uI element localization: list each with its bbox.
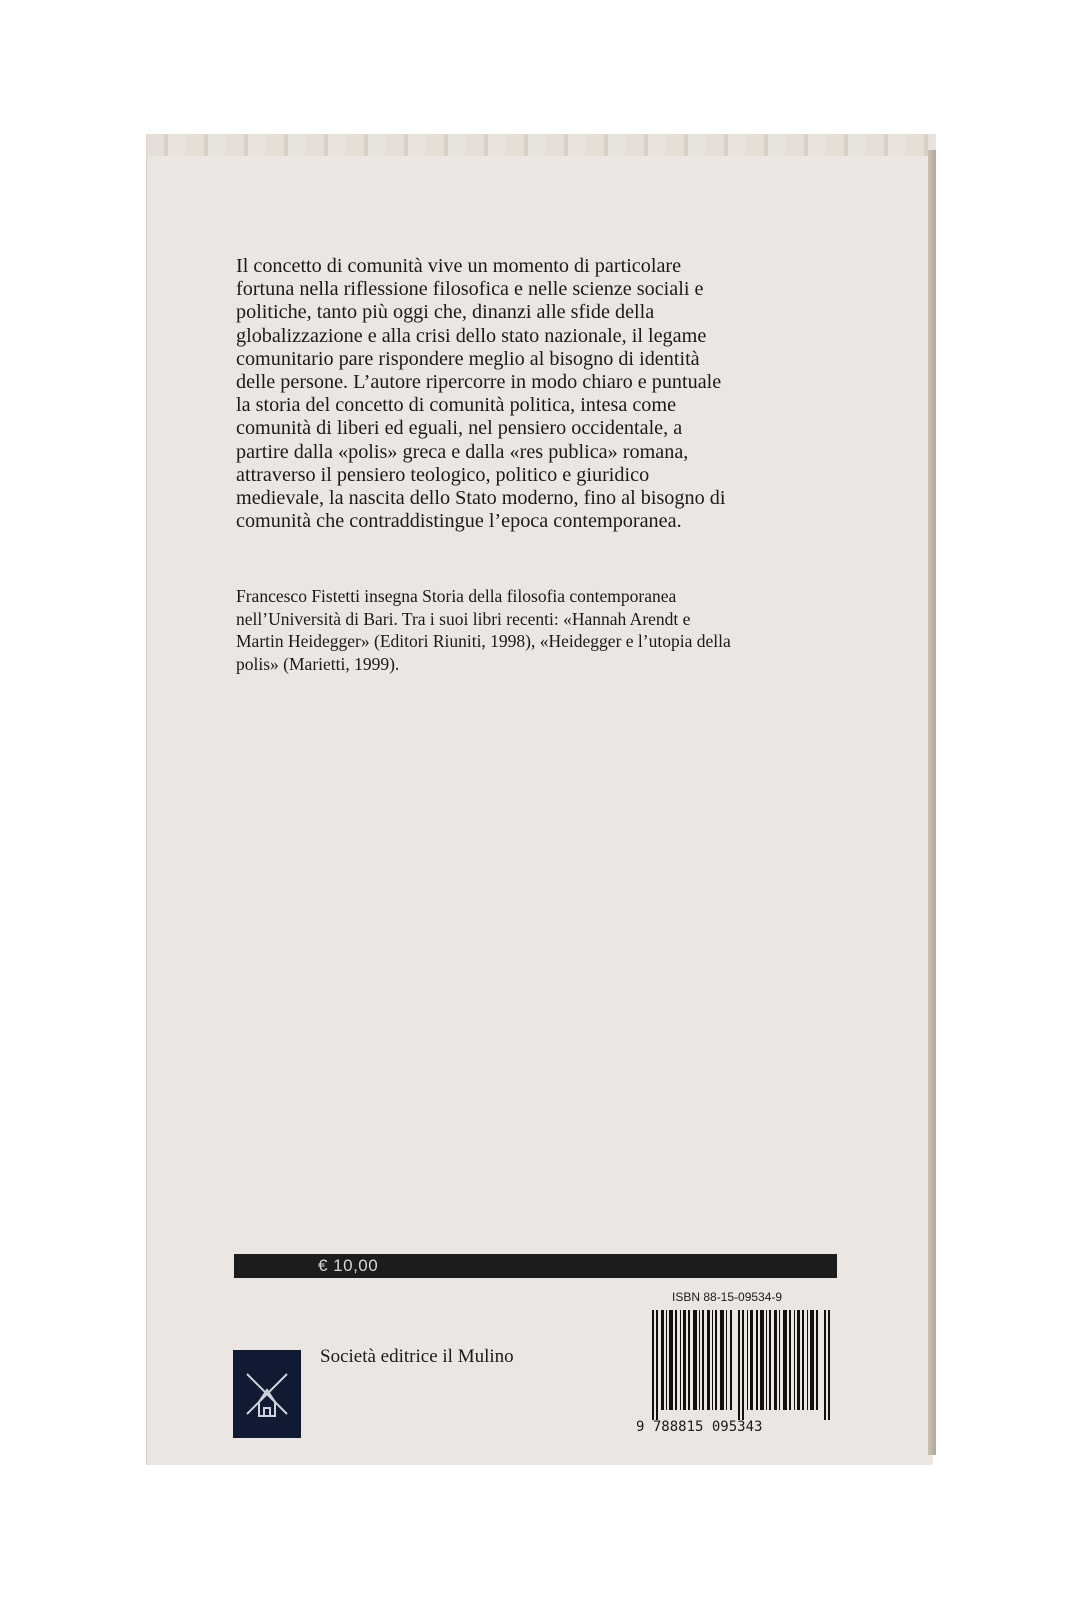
barcode-digits: 9 788815 095343 — [636, 1419, 763, 1435]
bio-line: polis» (Marietti, 1999). — [236, 653, 400, 674]
barcode — [652, 1310, 832, 1420]
blurb-line: delle persone. L’autore ripercorre in modo chiaro e puntuale — [236, 371, 722, 394]
bio-line: Martin Heidegger» (Editori Riuniti, 1998), «Heidegger e l’utopia della — [236, 631, 731, 652]
blurb-line: fortuna nella riflessione filosofica e nelle scienze sociali e — [236, 278, 704, 301]
publisher-name: Società editrice il Mulino — [320, 1346, 514, 1367]
bio-line: nell’Università di Bari. Tra i suoi libri recenti: «Hannah Arendt e — [236, 608, 691, 629]
price-label: € 10,00 — [318, 1256, 379, 1275]
windmill-icon — [233, 1350, 301, 1438]
blurb-line: partire dalla «polis» greca e dalla «res publica» romana, — [236, 440, 689, 463]
blurb-line: la storia del concetto di comunità politica, intesa come — [236, 394, 677, 417]
blurb-line: Il concetto di comunità vive un momento di particolare — [236, 255, 682, 277]
isbn-label: ISBN 88-15-09534-9 — [672, 1290, 783, 1304]
blurb-line: medievale, la nascita dello Stato moderno, fino al bisogno di — [236, 487, 726, 510]
publisher-logo — [233, 1350, 301, 1438]
blurb-line: comunità di liberi ed eguali, nel pensiero occidentale, a — [236, 417, 683, 440]
author-bio — [236, 585, 856, 675]
blurb-text — [236, 255, 856, 533]
blurb-line: politiche, tanto più oggi che, dinanzi alle sfide della — [236, 301, 655, 324]
blurb-line: globalizzazione e alla crisi dello stato nazionale, il legame — [236, 324, 707, 347]
price-bar — [234, 1254, 837, 1278]
top-edge-texture — [146, 134, 936, 156]
blurb-line: attraverso il pensiero teologico, politico e giuridico — [236, 463, 650, 486]
blurb-line: comunità che contraddistingue l’epoca contemporanea. — [236, 510, 682, 533]
blurb-line: comunitario pare rispondere meglio al bisogno di identità — [236, 347, 700, 370]
spine-edge — [928, 150, 936, 1455]
bio-line: Francesco Fistetti insegna Storia della filosofia contemporanea — [236, 586, 677, 606]
